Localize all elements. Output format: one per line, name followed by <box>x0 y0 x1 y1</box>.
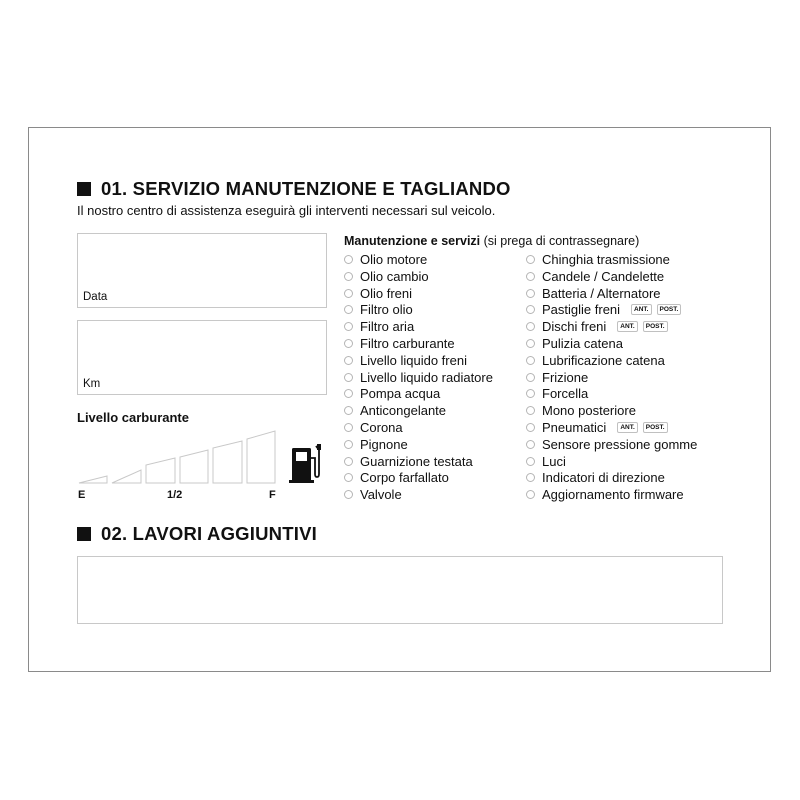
service-item[interactable] <box>526 318 668 335</box>
radio-circle-icon[interactable] <box>526 490 535 499</box>
service-item[interactable] <box>526 335 623 352</box>
service-item[interactable] <box>344 369 493 386</box>
service-item[interactable] <box>526 486 684 503</box>
fuel-level-segment-3[interactable] <box>146 458 175 483</box>
km-field-label: Km <box>83 378 101 390</box>
section-marker-icon <box>77 182 91 196</box>
service-item-label: Olio freni <box>360 285 413 301</box>
radio-circle-icon[interactable] <box>526 473 535 482</box>
radio-circle-icon[interactable] <box>526 440 535 449</box>
fuel-level-segment-5[interactable] <box>213 441 242 483</box>
radio-circle-icon[interactable] <box>526 356 535 365</box>
service-item-label: Chinghia trasmissione <box>542 252 670 267</box>
service-item[interactable] <box>344 285 412 302</box>
service-item[interactable] <box>526 402 636 419</box>
radio-circle-icon[interactable] <box>344 289 353 298</box>
radio-circle-icon[interactable] <box>344 356 353 365</box>
additional-work-field[interactable] <box>77 556 723 624</box>
service-item-label: Mono posteriore <box>542 403 636 419</box>
fuel-level-segment-4[interactable] <box>180 450 208 483</box>
service-item[interactable] <box>344 385 440 402</box>
section-02-title <box>77 523 317 545</box>
rear-tag[interactable]: POST. <box>643 422 668 433</box>
service-item[interactable] <box>526 453 566 470</box>
services-header-title: Manutenzione e servizi <box>344 234 481 248</box>
front-tag[interactable]: ANT. <box>617 422 637 433</box>
service-item[interactable] <box>344 419 403 436</box>
radio-circle-icon[interactable] <box>526 423 535 432</box>
fuel-level-segment-6[interactable] <box>247 431 275 483</box>
radio-circle-icon[interactable] <box>526 289 535 298</box>
service-item[interactable] <box>344 251 427 268</box>
fuel-gauge <box>77 428 327 488</box>
service-item[interactable] <box>344 335 455 352</box>
service-item-label: Pulizia catena <box>542 336 623 351</box>
service-item-label: Valvole <box>360 487 402 503</box>
front-tag[interactable]: ANT. <box>617 321 637 332</box>
fuel-level-title: Livello carburante <box>77 410 189 425</box>
service-item[interactable] <box>344 318 414 335</box>
service-item[interactable] <box>344 268 429 285</box>
service-item-label: Sensore pressione gomme <box>542 436 698 452</box>
service-item-label: Livello liquido freni <box>360 352 467 368</box>
fuel-level-segment-1[interactable] <box>79 476 107 483</box>
radio-circle-icon[interactable] <box>526 389 535 398</box>
radio-circle-icon[interactable] <box>344 389 353 398</box>
radio-circle-icon[interactable] <box>344 457 353 466</box>
service-item-label: Anticongelante <box>360 403 447 419</box>
radio-circle-icon[interactable] <box>526 406 535 415</box>
section-01-title-text: 01. SERVIZIO MANUTENZIONE E TAGLIANDO <box>101 178 511 199</box>
fuel-level-segment-2[interactable] <box>112 470 141 483</box>
radio-circle-icon[interactable] <box>344 423 353 432</box>
service-item[interactable] <box>526 352 665 369</box>
km-field[interactable] <box>77 320 327 395</box>
service-item-label: Pompa acqua <box>360 386 441 402</box>
service-item-label: Olio motore <box>360 252 428 267</box>
service-item-label: Pneumatici <box>542 420 607 435</box>
service-item[interactable] <box>526 301 681 318</box>
service-item-label: Forcella <box>542 386 589 402</box>
service-item-label: Frizione <box>542 369 589 385</box>
service-item-label: Indicatori di direzione <box>542 470 665 486</box>
data-field-label: Data <box>83 291 108 303</box>
radio-circle-icon[interactable] <box>344 322 353 331</box>
service-item-label: Dischi freni <box>542 319 607 335</box>
radio-circle-icon[interactable] <box>344 255 353 264</box>
section-02-title-text: 02. LAVORI AGGIUNTIVI <box>101 523 317 544</box>
service-item-label: Batteria / Alternatore <box>542 285 661 301</box>
data-field[interactable] <box>77 233 327 308</box>
service-item-label: Lubrificazione catena <box>542 352 665 368</box>
rear-tag[interactable]: POST. <box>643 321 668 332</box>
radio-circle-icon[interactable] <box>344 305 353 314</box>
radio-circle-icon[interactable] <box>526 255 535 264</box>
service-item[interactable] <box>344 486 402 503</box>
fuel-label-full: F <box>269 489 276 501</box>
service-item-label: Corpo farfallato <box>360 470 449 486</box>
service-item-label: Pastiglie freni <box>542 302 621 318</box>
radio-circle-icon[interactable] <box>526 339 535 348</box>
service-item[interactable] <box>344 352 467 369</box>
radio-circle-icon[interactable] <box>344 473 353 482</box>
service-item[interactable] <box>526 285 661 302</box>
service-item[interactable] <box>526 469 665 486</box>
service-item[interactable] <box>526 385 588 402</box>
section-01-title <box>77 178 511 200</box>
service-item-label: Filtro olio <box>360 302 413 318</box>
radio-circle-icon[interactable] <box>526 322 535 331</box>
fuel-label-empty: E <box>78 489 86 501</box>
service-item-label: Luci <box>542 453 566 469</box>
service-form-sheet <box>28 127 771 672</box>
fuel-label-half: 1/2 <box>167 489 183 501</box>
radio-circle-icon[interactable] <box>344 490 353 499</box>
rear-tag[interactable]: POST. <box>657 304 682 315</box>
service-item[interactable] <box>344 402 446 419</box>
services-header-note: (si prega di contrassegnare) <box>483 234 640 248</box>
section-marker-icon <box>77 527 91 541</box>
service-item-label: Filtro carburante <box>360 336 455 351</box>
section-01-subtitle: Il nostro centro di assistenza eseguirà gli interventi necessari sul veicolo. <box>77 203 496 218</box>
service-item-label: Livello liquido radiatore <box>360 369 493 385</box>
service-item[interactable] <box>526 268 664 285</box>
radio-circle-icon[interactable] <box>344 272 353 281</box>
radio-circle-icon[interactable] <box>526 272 535 281</box>
service-item[interactable] <box>526 419 668 436</box>
front-tag[interactable]: ANT. <box>631 304 651 315</box>
service-item[interactable] <box>526 251 670 268</box>
service-item-label: Candele / Candelette <box>542 268 665 284</box>
service-item[interactable] <box>526 369 588 386</box>
services-header <box>344 234 639 248</box>
service-item-label: Corona <box>360 420 403 435</box>
radio-circle-icon[interactable] <box>344 373 353 382</box>
service-item[interactable] <box>344 453 473 470</box>
service-item-label: Aggiornamento firmware <box>542 487 684 503</box>
service-item[interactable] <box>344 469 449 486</box>
service-item-label: Filtro aria <box>360 319 415 335</box>
radio-circle-icon[interactable] <box>526 305 535 314</box>
radio-circle-icon[interactable] <box>344 339 353 348</box>
fuel-pump-icon <box>289 444 321 483</box>
service-item[interactable] <box>344 436 408 453</box>
service-item[interactable] <box>344 301 413 318</box>
service-item-label: Olio cambio <box>360 268 429 284</box>
service-item-label: Guarnizione testata <box>360 453 473 469</box>
radio-circle-icon[interactable] <box>344 440 353 449</box>
radio-circle-icon[interactable] <box>526 373 535 382</box>
radio-circle-icon[interactable] <box>526 457 535 466</box>
service-item-label: Pignone <box>360 436 408 452</box>
service-item[interactable] <box>526 436 697 453</box>
radio-circle-icon[interactable] <box>344 406 353 415</box>
